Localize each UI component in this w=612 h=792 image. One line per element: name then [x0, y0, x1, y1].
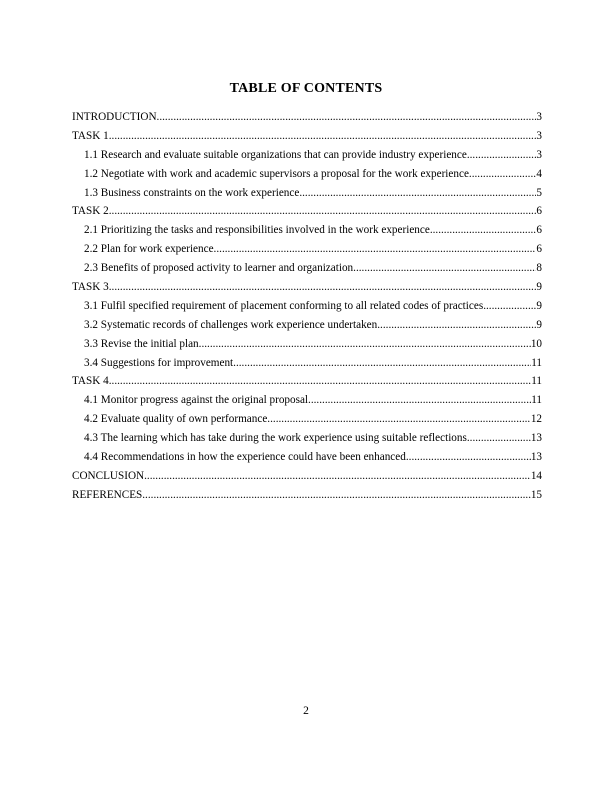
toc-dot-leader — [469, 165, 537, 184]
toc-entry[interactable] — [72, 278, 542, 297]
toc-entry-label: REFERENCES — [72, 488, 143, 501]
toc-entry-page: 6 — [536, 243, 542, 256]
toc-entry-page: 4 — [536, 167, 542, 180]
toc-entry[interactable] — [72, 486, 542, 505]
toc-entry-page: 13 — [530, 432, 542, 445]
toc-entry-label: 1.1 Research and evaluate suitable organizations that can provide industry experience — [84, 148, 467, 161]
toc-subentry[interactable] — [72, 221, 542, 240]
toc-entry-label: 2.2 Plan for work experience — [84, 243, 214, 256]
toc-dot-leader — [214, 240, 537, 259]
toc-entry-page: 14 — [530, 469, 542, 482]
toc-subentry[interactable] — [72, 165, 542, 184]
toc-entry-label: 4.2 Evaluate quality of own performance — [84, 413, 268, 426]
toc-entry-label: 4.4 Recommendations in how the experience could have been enhanced — [84, 451, 406, 464]
toc-entry-label: TASK 2 — [72, 205, 109, 218]
toc-dot-leader — [467, 429, 531, 448]
toc-dot-leader — [467, 146, 537, 165]
toc-entry-page: 5 — [536, 186, 542, 199]
toc-entry[interactable] — [72, 127, 542, 146]
toc-dot-leader — [109, 372, 532, 391]
toc-dot-leader — [157, 108, 537, 127]
toc-entry-page: 3 — [536, 111, 542, 123]
toc-dot-leader — [406, 448, 531, 467]
toc-entry-label: 2.1 Prioritizing the tasks and responsibilities involved in the work experience — [84, 224, 430, 237]
toc-subentry[interactable] — [72, 259, 542, 278]
toc-entry-page: 11 — [531, 394, 542, 407]
toc-entry-page: 10 — [530, 337, 542, 350]
toc-entry-page: 12 — [530, 413, 542, 426]
toc-entry-label: 3.4 Suggestions for improvement — [84, 356, 234, 369]
toc-subentry[interactable] — [72, 410, 542, 429]
toc-entry-label: TASK 4 — [72, 375, 109, 388]
toc-dot-leader — [233, 354, 531, 373]
toc-dot-leader — [144, 467, 531, 486]
toc-entry-page: 11 — [531, 356, 542, 369]
toc-dot-leader — [377, 316, 536, 335]
toc-entry-page: 11 — [531, 375, 542, 388]
toc-entry-page: 9 — [536, 299, 542, 312]
toc-subentry[interactable] — [72, 297, 542, 316]
toc-entry-label: 1.3 Business constraints on the work experience — [84, 186, 300, 199]
toc-dot-leader — [109, 278, 537, 297]
toc-entry-page: 8 — [536, 262, 542, 275]
toc-entry-label: CONCLUSION — [72, 469, 145, 482]
toc-entry[interactable] — [72, 467, 542, 486]
toc-subentry[interactable] — [72, 240, 542, 259]
toc-entry-label: INTRODUCTION — [72, 111, 157, 123]
toc-subentry[interactable] — [72, 429, 542, 448]
page-number: 2 — [303, 705, 309, 717]
toc-entry-page: 3 — [536, 148, 542, 161]
toc-entry-label: 4.3 The learning which has take during the work experience using suitable reflections — [84, 432, 467, 445]
toc-entry[interactable] — [72, 108, 542, 127]
toc-entry-page: 6 — [536, 205, 542, 218]
toc-entry-label: 3.2 Systematic records of challenges work experience undertaken — [84, 318, 378, 331]
toc-subentry[interactable] — [72, 184, 542, 203]
toc-entry-label: 1.2 Negotiate with work and academic supervisors a proposal for the work experience — [84, 167, 469, 180]
toc-dot-leader — [353, 259, 536, 278]
toc-entry-page: 13 — [530, 451, 542, 464]
toc-entry-page: 9 — [536, 318, 542, 331]
toc-entry-label: 2.3 Benefits of proposed activity to learner and organization — [84, 262, 354, 275]
toc-entry-label: 3.3 Revise the initial plan — [84, 337, 199, 350]
toc-entry-label: 3.1 Fulfil specified requirement of placement conforming to all related codes of practices — [84, 299, 484, 312]
toc-entry-page: 15 — [530, 488, 542, 501]
toc-entry-label: TASK 1 — [72, 129, 109, 142]
toc-dot-leader — [308, 391, 531, 410]
toc-subentry[interactable] — [72, 354, 542, 373]
toc-entry-label: 4.1 Monitor progress against the original proposal — [84, 394, 309, 407]
toc-subentry[interactable] — [72, 448, 542, 467]
toc-dot-leader — [430, 221, 537, 240]
toc-subentry[interactable] — [72, 146, 542, 165]
toc-dot-leader — [109, 127, 537, 146]
toc-list — [72, 108, 542, 505]
toc-entry-page: 9 — [536, 281, 542, 294]
toc-subentry[interactable] — [72, 316, 542, 335]
toc-dot-leader — [142, 486, 531, 505]
toc-entry-label: TASK 3 — [72, 281, 109, 294]
toc-entry-page: 6 — [536, 224, 542, 237]
toc-title: TABLE OF CONTENTS — [229, 81, 383, 96]
toc-dot-leader — [267, 410, 531, 429]
toc-entry[interactable] — [72, 372, 542, 391]
toc-dot-leader — [483, 297, 536, 316]
toc-entry[interactable] — [72, 202, 542, 221]
toc-dot-leader — [299, 184, 536, 203]
toc-entry-page: 3 — [536, 129, 542, 142]
toc-subentry[interactable] — [72, 335, 542, 354]
toc-dot-leader — [109, 202, 537, 221]
toc-subentry[interactable] — [72, 391, 542, 410]
toc-dot-leader — [199, 335, 531, 354]
